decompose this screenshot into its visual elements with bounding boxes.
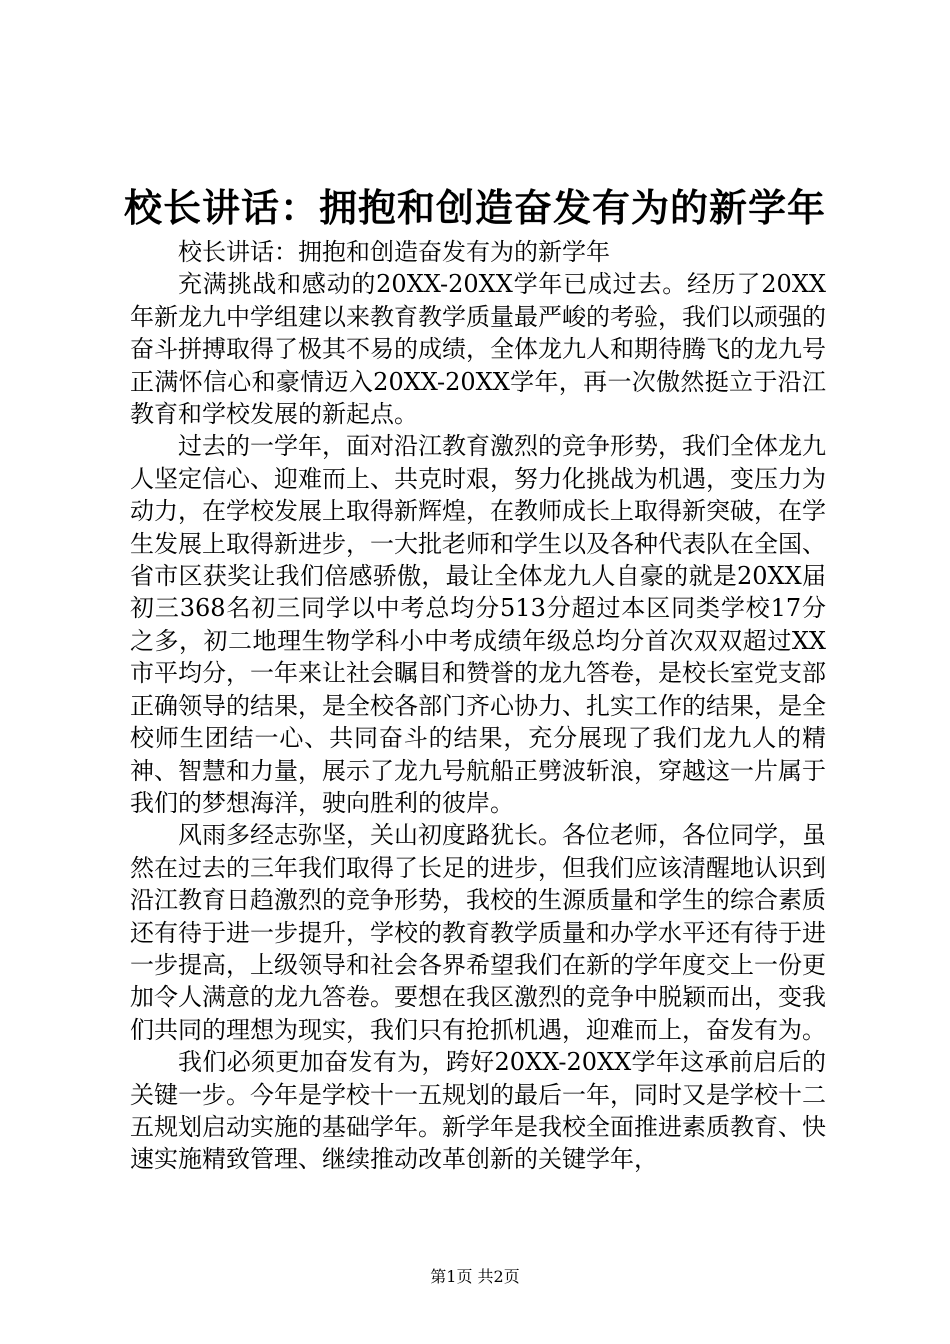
document-body xyxy=(130,236,826,1176)
paragraph-2: 过去的一学年，面对沿江教育激烈的竞争形势，我们全体龙九人坚定信心、迎难而上、共克时艰，努力化挑战为机遇，变压力为动力，在学校发展上取得新辉煌，在教师成长上取得新突破，在学生发展上取得新进步，一大批老师和学生以及各种代表队在全国、省市区获奖让我们倍感骄傲，最让全体龙九人自豪的就是20XX届初三368名初三同学以中考总均分513分超过本区同类学校17分之多，初二地理生物学科小中考成绩年级总均分首次双双超过XX市平均分，一年来让社会瞩目和赞誉的龙九答卷，是校长室党支部正确领导的结果，是全校各部门齐心协力、扎实工作的结果，是全校师生团结一心、共同奋斗的结果，充分展现了我们龙九人的精神、智慧和力量，展示了龙九号航船正劈波斩浪，穿越这一片属于我们的梦想海洋，驶向胜利的彼岸。 xyxy=(130,432,826,817)
page-number-footer: 第1页 共2页 xyxy=(430,1267,520,1286)
paragraph-1: 充满挑战和感动的20XX-20XX学年已成过去。经历了20XX年新龙九中学组建以来教育教学质量最严峻的考验，我们以顽强的奋斗拼搏取得了极其不易的成绩，全体龙九人和期待腾飞的龙九号正满怀信心和豪情迈入20XX-20XX学年，再一次傲然挺立于沿江教育和学校发展的新起点。 xyxy=(130,270,826,429)
paragraph-4: 我们必须更加奋发有为，跨好20XX-20XX学年这承前启后的关键一步。今年是学校十一五规划的最后一年，同时又是学校十二五规划启动实施的基础学年。新学年是我校全面推进素质教育、快速实施精致管理、继续推动改革创新的关键学年， xyxy=(130,1048,826,1174)
document-title: 校长讲话：拥抱和创造奋发有为的新学年 xyxy=(123,185,826,230)
paragraph-subtitle: 校长讲话：拥抱和创造奋发有为的新学年 xyxy=(178,238,610,266)
paragraph-3: 风雨多经志弥坚，关山初度路犹长。各位老师，各位同学，虽然在过去的三年我们取得了长足的进步，但我们应该清醒地认识到沿江教育日趋激烈的竞争形势，我校的生源质量和学生的综合素质还有待于进一步提升，学校的教育教学质量和办学水平还有待于进一步提高，上级领导和社会各界希望我们在新的学年度交上一份更加令人满意的龙九答卷。要想在我区激烈的竞争中脱颖而出，变我们共同的理想为现实，我们只有抢抓机遇，迎难而上，奋发有为。 xyxy=(130,821,826,1044)
